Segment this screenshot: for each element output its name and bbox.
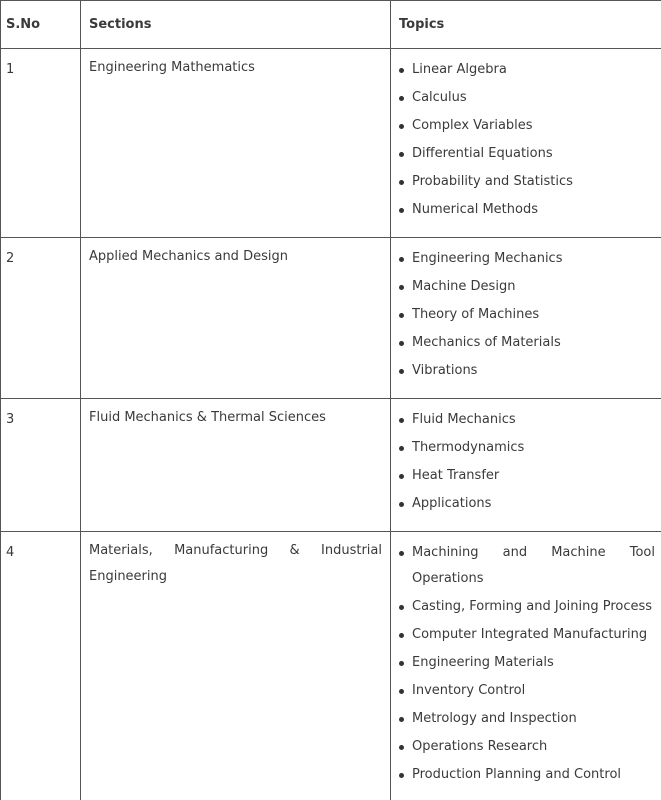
section-name: Applied Mechanics and Design — [89, 244, 382, 270]
topic-item: Heat Transfer — [397, 463, 655, 489]
topic-item: Machine Design — [397, 274, 655, 300]
row-sno: 1 — [1, 49, 81, 238]
topic-item: Engineering Materials — [397, 650, 655, 676]
topic-item: Complex Variables — [397, 113, 655, 139]
topic-item: Linear Algebra — [397, 57, 655, 83]
topic-item: Casting, Forming and Joining Process — [397, 594, 655, 620]
topic-item: Mechanics of Materials — [397, 330, 655, 356]
topic-item: Thermodynamics — [397, 435, 655, 461]
row-topics — [391, 399, 661, 532]
topic-list — [397, 407, 655, 517]
topic-item: Metrology and Inspection — [397, 706, 655, 732]
topic-item: Production Planning and Control — [397, 762, 655, 788]
row-section — [81, 399, 391, 532]
table-header-row — [1, 1, 661, 49]
topic-item: Engineering Mechanics — [397, 246, 655, 272]
table-row — [1, 532, 661, 800]
row-topics — [391, 238, 661, 399]
topic-item: Operations Research — [397, 734, 655, 760]
table-row — [1, 49, 661, 238]
table-row — [1, 238, 661, 399]
row-section — [81, 49, 391, 238]
row-sno: 3 — [1, 399, 81, 532]
section-name: Materials, Manufacturing & Industrial Engineering — [89, 538, 382, 590]
topic-item: Differential Equations — [397, 141, 655, 167]
header-topics: Topics — [391, 1, 661, 49]
topic-item: Computer Integrated Manufacturing — [397, 622, 655, 648]
topic-item: Fluid Mechanics — [397, 407, 655, 433]
topic-item: Numerical Methods — [397, 197, 655, 223]
header-sno: S.No — [1, 1, 81, 49]
topic-list — [397, 540, 655, 788]
topic-item: Theory of Machines — [397, 302, 655, 328]
row-sno: 2 — [1, 238, 81, 399]
section-name: Engineering Mathematics — [89, 55, 382, 81]
topic-item: Machining and Machine Tool Operations — [397, 540, 655, 592]
topic-item: Calculus — [397, 85, 655, 111]
header-sections: Sections — [81, 1, 391, 49]
topic-item: Inventory Control — [397, 678, 655, 704]
topic-list — [397, 246, 655, 384]
section-name: Fluid Mechanics & Thermal Sciences — [89, 405, 382, 431]
topic-item: Probability and Statistics — [397, 169, 655, 195]
topic-item: Applications — [397, 491, 655, 517]
table-row — [1, 399, 661, 532]
row-sno: 4 — [1, 532, 81, 800]
row-section — [81, 238, 391, 399]
row-topics — [391, 532, 661, 800]
topic-item: Vibrations — [397, 358, 655, 384]
topic-list — [397, 57, 655, 223]
row-section — [81, 532, 391, 800]
row-topics — [391, 49, 661, 238]
